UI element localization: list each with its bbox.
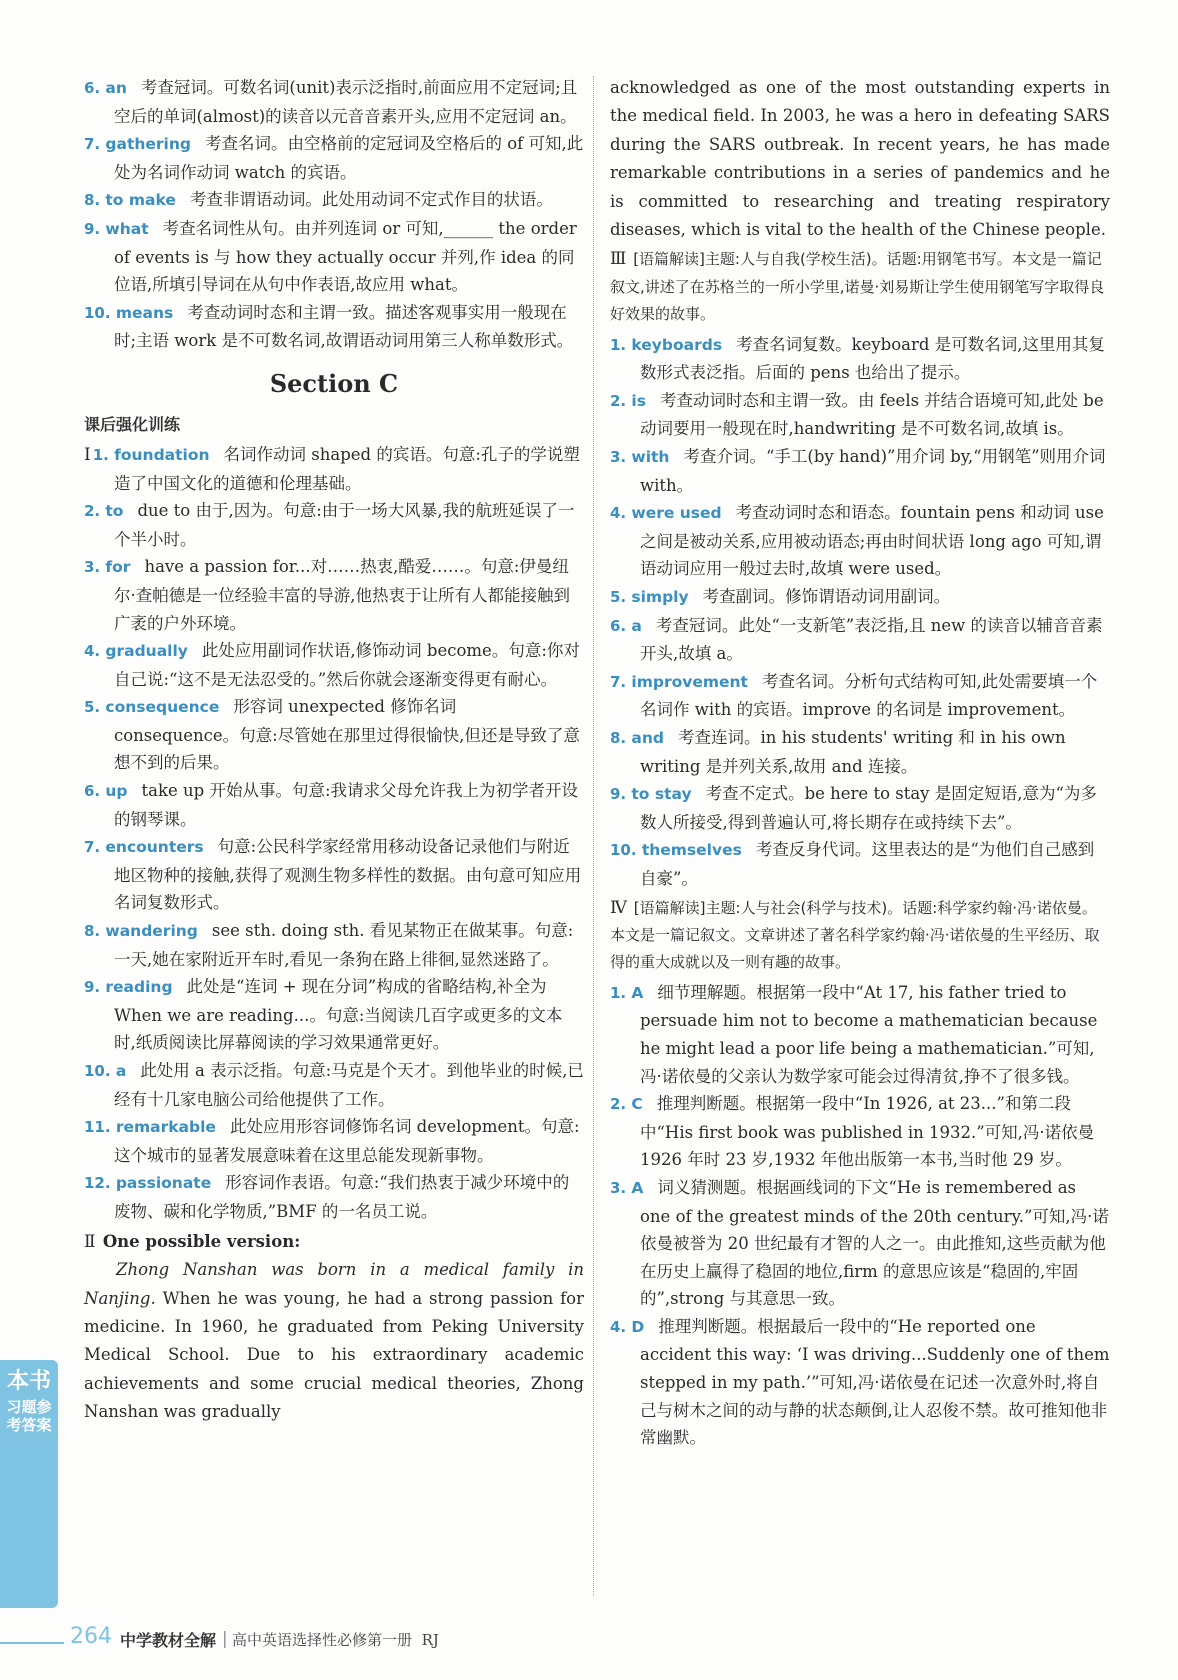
left-column (84, 74, 584, 1427)
answer-item (84, 74, 584, 130)
item-number: 3. (84, 558, 101, 577)
item-answer: remarkable (115, 1118, 216, 1137)
item-number: 2. (610, 1095, 627, 1114)
answer-item (610, 583, 1110, 612)
item-number: 9. (84, 219, 101, 238)
item-explanation: 考查反身代词。这里表达的是“为他们自己感到自豪”。 (640, 840, 1095, 888)
part3-roman: Ⅲ (610, 249, 627, 270)
item-number: 7. (84, 135, 101, 154)
book-subject (232, 1629, 439, 1650)
item-answer: to stay (631, 785, 692, 804)
item-explanation: 推理判断题。根据最后一段中的“He reported one accident this way: ‘I was driving...Suddenly one of them stepped in my path.’”可知,冯·诺依曼在记述一次意外时,将自己与树木之间的动与静的状态颠倒,让人忍俊不禁。故可推知他非常幽默。 (640, 1316, 1110, 1448)
answer-item (84, 833, 584, 917)
item-answer: improvement (631, 672, 748, 691)
answer-item (610, 1313, 1110, 1452)
item-explanation: 考查动词时态和主谓一致。由 feels 并结合语境可知,此处 be 动词要用一般现在时,handwriting 是不可数名词,故填 is。 (640, 390, 1104, 439)
answer-item (84, 186, 584, 215)
answer-item (84, 441, 584, 497)
answer-item (610, 1090, 1110, 1174)
item-answer: up (105, 782, 128, 801)
item-explanation: take up 开始从事。句意:我请求父母允许我上为初学者开设的钢琴课。 (114, 781, 578, 829)
item-answer: means (115, 303, 174, 322)
item-number: 10. (84, 1062, 111, 1080)
essay-body: When he was young, he had a strong passion for medicine. In 1960, he graduated from Peking University Medical School. Due to his extraordinary academic achievements and some crucial medical theories, Zhong Nanshan was gradually (84, 1288, 585, 1422)
part4-passage-analysis (610, 895, 1110, 977)
item-explanation: 考查名词复数。keyboard 是可数名词,这里用其复数形式表泛指。后面的 pens 也给出了提示。 (640, 334, 1105, 383)
item-answer: A (631, 1178, 644, 1197)
item-explanation: 名词作动词 shaped 的宾语。句意:孔子的学说塑造了中国文化的道德和伦理基础。 (114, 444, 580, 493)
item-number: 7. (610, 672, 627, 691)
item-number: 10. (610, 841, 637, 860)
item-number: 6. (84, 782, 101, 801)
item-explanation: 此处应用副词作状语,修饰动词 become。句意:你对自己说:“这不是无法忍受的。”然后你就会逐渐变得更有耐心。 (114, 641, 580, 689)
item-explanation: 考查名词性从句。由并列连词 or 可知,______ the order of events is 与 how they actually occur 并列,作 idea 的同位语,所填引导词在从句中作表语,故应用 what。 (114, 218, 577, 295)
item-answer: A (631, 983, 644, 1002)
item-answer: a (115, 1062, 127, 1080)
subject-text: 高中英语选择性必修第一册 (232, 1631, 413, 1649)
book-title: 中学教材全解 (120, 1631, 217, 1650)
item-number: 3. (610, 1178, 627, 1197)
item-answer: reading (105, 978, 173, 997)
item-explanation: 考查冠词。可数名词(unit)表示泛指时,前面应用不定冠词;且空后的单词(almost)的读音以元音音素开头,应用不定冠词 an。 (114, 78, 578, 126)
item-answer: for (105, 558, 131, 577)
item-number: 5. (84, 698, 101, 717)
item-explanation: 词义猜测题。根据画线词的下文“He is remembered as one of the greatest minds of the 20th century.”可知,冯·诺依曼被誉为 20 世纪最有才智的人之一。由此推知,这些贡献为他在历史上赢得了稳固的地位,firm 的意思应该是“稳固的,牢固的”,strong 与其意思一致。 (640, 1177, 1109, 1309)
side-tab-title: 本书 (6, 1369, 51, 1394)
item-number: 5. (610, 588, 627, 606)
answer-item (610, 387, 1110, 443)
item-explanation: 考查动词时态和语态。fountain pens 和动词 use 之间是被动关系,应用被动语态;再由时间状语 long ago 可知,谓语动词应用一般过去时,故填 were used。 (640, 503, 1104, 579)
item-answer: simply (631, 588, 689, 606)
answer-item (610, 443, 1110, 499)
answer-item (84, 553, 584, 637)
part2-roman: Ⅱ (84, 1231, 96, 1252)
item-number: 4. (84, 642, 101, 661)
item-answer: to (105, 502, 124, 521)
item-number: 4. (610, 504, 627, 523)
answer-item (84, 637, 584, 693)
sub-title: 课后强化训练 (84, 414, 181, 434)
answer-item (84, 1169, 584, 1225)
answer-list-top (84, 74, 584, 355)
answer-item (610, 724, 1110, 780)
item-explanation: have a passion for...对……热衷,酷爱……。句意:伊曼纽尔·查帕德是一位经验丰富的导游,他热衷于让所有人都能接触到广袤的户外环境。 (114, 557, 570, 633)
footer-separator: | (222, 1629, 228, 1648)
item-number: 4. (610, 1317, 627, 1336)
answer-list-part4 (610, 979, 1110, 1452)
item-explanation: 考查连词。in his students' writing 和 in his own writing 是并列关系,故用 and 连接。 (640, 727, 1066, 776)
item-number: 1. (92, 445, 109, 464)
item-number: 8. (610, 728, 627, 747)
answer-list-part1 (84, 441, 584, 1226)
part2-label: One possible version: (102, 1231, 301, 1251)
item-number: 7. (84, 838, 101, 857)
item-explanation: 考查非谓语动词。此处用动词不定式作目的状语。 (189, 190, 553, 210)
item-number: 6. (610, 616, 627, 635)
answer-item (84, 215, 584, 299)
item-number: 12. (84, 1174, 111, 1193)
answer-item (610, 780, 1110, 836)
item-answer: were used (631, 504, 722, 523)
item-answer: themselves (641, 841, 742, 860)
answer-item (610, 331, 1110, 387)
item-answer: encounters (105, 838, 204, 857)
item-explanation: 形容词作表语。句意:“我们热衷于减少环境中的废物、碳和化学物质,”BMF 的一名员工说。 (114, 1173, 570, 1221)
item-explanation: see sth. doing sth. 看见某物正在做某事。句意:一天,她在家附近开车时,看见一条狗在路上徘徊,显然迷路了。 (114, 921, 574, 969)
answer-item (84, 1057, 584, 1113)
item-explanation: 考查不定式。be here to stay 是固定短语,意为“为多数人所接受,得到普遍认可,将长期存在或持续下去”。 (640, 784, 1097, 832)
item-number: 8. (84, 922, 101, 941)
item-number: 2. (84, 502, 101, 521)
part3-parse-text: [语篇解读]主题:人与自我(学校生活)。话题:用钢笔书写。本文是一篇记叙文,讲述了在苏格兰的一所小学里,诺曼·刘易斯让学生使用钢笔写字取得良好效果的故事。 (610, 250, 1105, 324)
item-answer: keyboards (631, 335, 723, 354)
item-explanation: due to 由于,因为。句意:由于一场大风暴,我的航班延误了一个半小时。 (114, 501, 575, 549)
section-title: Section C (269, 368, 399, 398)
answer-item (84, 917, 584, 973)
answer-list-part3 (610, 331, 1110, 893)
item-answer: consequence (105, 698, 220, 717)
item-number: 2. (610, 391, 627, 410)
item-number: 8. (84, 191, 101, 210)
item-explanation: 考查动词时态和主谓一致。描述客观事实用一般现在时;主语 work 是不可数名词,故谓语动词用第三人称单数形式。 (114, 302, 574, 351)
item-explanation: 此处应用形容词修饰名词 development。句意:这个城市的显著发展意味着在这里总能发现新事物。 (114, 1117, 580, 1165)
part3-passage-analysis (610, 246, 1110, 328)
item-explanation: 推理判断题。根据第一段中“In 1926, at 23...”和第二段中“His first book was published in 1932.”可知,冯·诺依曼 1926 年时 23 岁,1932 年他出版第一本书,当时他 29 岁。 (640, 1094, 1095, 1170)
essay-first-line: Zhong Nanshan was born in a medical family in Nanjing. (84, 1260, 584, 1308)
answer-item (84, 299, 584, 355)
item-explanation: 此处用 a 表示泛指。句意:马克是个天才。到他毕业的时候,已经有十几家电脑公司给他提供了工作。 (114, 1061, 584, 1109)
model-essay-continued: acknowledged as one of the most outstanding experts in the medical field. In 2003, he was a hero in defeating SARS during the SARS outbreak. In recent years, he has made remarkable contributions in a series of pandemics and he is committed to researching and treating respiratory diseases, which is vital to the health of the Chinese people. (610, 78, 1110, 240)
side-tab-subtitle: 习题参考答案 (6, 1398, 52, 1434)
item-answer: foundation (114, 445, 210, 464)
item-answer: passionate (115, 1174, 212, 1193)
edition-text: RJ (421, 1631, 439, 1649)
answer-item (610, 836, 1110, 892)
right-column (610, 74, 1110, 1452)
part2-heading (84, 1228, 584, 1257)
answer-item (610, 1174, 1110, 1313)
item-explanation: 考查名词。分析句式结构可知,此处需要填一个名词作 with 的宾语。improve 的名词是 improvement。 (640, 671, 1098, 720)
item-answer: and (631, 728, 664, 747)
item-explanation: 此处是“连词 + 现在分词”构成的省略结构,补全为 When we are reading...。句意:当阅读几百字或更多的文本时,纸质阅读比屏幕阅读的学习效果通常更好。 (114, 977, 563, 1053)
answer-item (84, 1113, 584, 1169)
item-answer: C (631, 1095, 643, 1114)
item-number: 1. (610, 335, 627, 354)
item-explanation: 形容词 unexpected 修饰名词 consequence。句意:尽管她在那里过得很愉快,但还是导致了意想不到的后果。 (114, 697, 580, 773)
model-essay (84, 1256, 584, 1426)
item-explanation: 考查介词。“手工(by hand)”用介词 by,“用钢笔”则用介词 with。 (640, 447, 1106, 495)
answer-item (610, 499, 1110, 583)
answer-item (84, 777, 584, 833)
item-answer: what (105, 219, 149, 238)
footer-rule (0, 1642, 64, 1644)
item-explanation: 考查副词。修饰谓语动词用副词。 (702, 587, 951, 606)
item-number: 9. (84, 978, 101, 997)
item-answer: gathering (105, 135, 191, 154)
page-number: 264 (70, 1624, 112, 1649)
item-number: 3. (610, 448, 627, 467)
item-answer: is (631, 391, 646, 410)
answer-item (610, 668, 1110, 724)
item-answer: wandering (105, 922, 198, 941)
page-footer (0, 1620, 1178, 1660)
item-answer: gradually (105, 642, 188, 661)
item-number: 6. (84, 79, 101, 97)
answer-item (84, 693, 584, 777)
side-tab (0, 1360, 58, 1608)
item-answer: D (631, 1317, 645, 1336)
answer-item (610, 979, 1110, 1090)
item-answer: a (631, 616, 642, 635)
answer-item (610, 612, 1110, 668)
answer-item (84, 497, 584, 553)
item-number: 9. (610, 785, 627, 804)
item-answer: an (105, 79, 127, 97)
part1-roman: Ⅰ (84, 444, 91, 465)
item-number: 11. (84, 1118, 111, 1137)
item-explanation: 细节理解题。根据第一段中“At 17, his father tried to persuade him not to become a mathematician because he might lead a poor life being a mathematician.”可知,冯·诺依曼的父亲认为数学家可能会过得清贫,挣不了很多钱。 (640, 982, 1098, 1086)
column-divider (593, 76, 594, 1596)
item-explanation: 考查冠词。此处“一支新笔”表泛指,且 new 的读音以辅音音素开头,故填 a。 (640, 615, 1103, 664)
item-number: 1. (610, 983, 627, 1002)
item-number: 10. (84, 303, 111, 322)
item-answer: to make (105, 191, 176, 210)
item-explanation: 考查名词。由空格前的定冠词及空格后的 of 可知,此处为名词作动词 watch 的宾语。 (114, 134, 584, 182)
part4-parse-text: [语篇解读]主题:人与社会(科学与技术)。话题:科学家约翰·冯·诺依曼。本文是一篇记叙文。文章讲述了著名科学家约翰·冯·诺依曼的生平经历、取得的重大成就以及一则有趣的故事。 (610, 898, 1100, 972)
item-answer: with (631, 448, 670, 467)
item-explanation: 句意:公民科学家经常用移动设备记录他们与附近地区物种的接触,获得了观测生物多样性的数据。由句意可知应用名词复数形式。 (114, 837, 582, 913)
answer-item (84, 973, 584, 1057)
answer-item (84, 130, 584, 186)
part4-roman: Ⅳ (610, 897, 627, 918)
